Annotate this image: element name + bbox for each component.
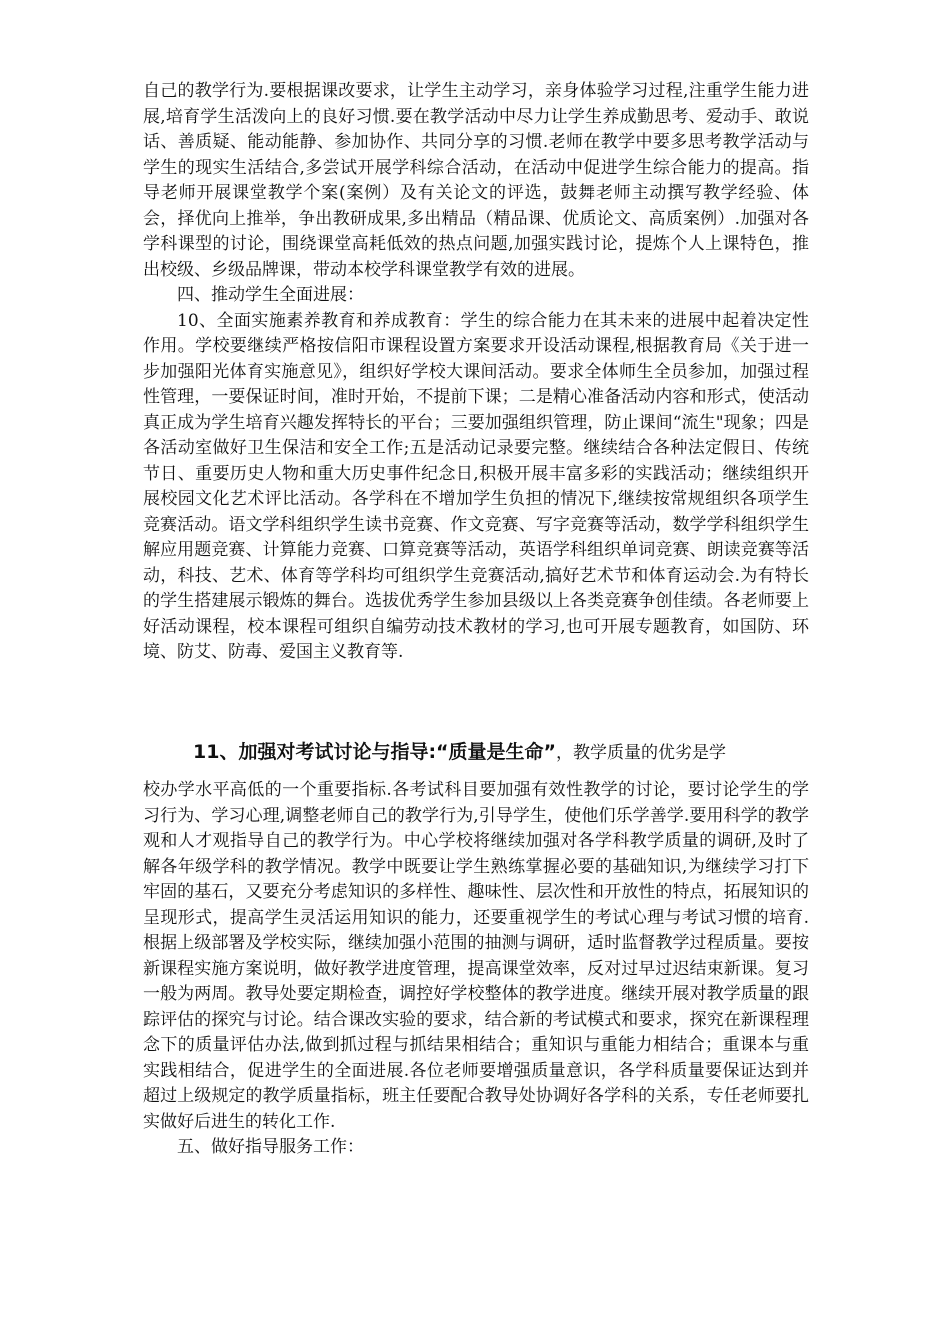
exam-guidance-heading: 11、加强对考试讨论与指导:“质量是生命” (193, 741, 557, 763)
paragraph-exam-heading-line (143, 733, 809, 772)
section-heading-student-development: 四、推动学生全面进展： (177, 285, 364, 305)
section-heading-guidance-service: 五、做好指导服务工作： (177, 1137, 364, 1157)
document-body (143, 79, 809, 666)
paragraph-quality-education: 10、全面实施素养教育和养成教育：学生的综合能力在其未来的进展中起着决定性作用。学校要继续严格按信阳市课程设置方案要求开设活动课程,根据教育局《关于进一步加强阳光体育实施意见》，组织好学校大课间活动。要求全体师生全员参加，加强过程性管理，一要保证时间，准时开始，不提前下课；二是精心准备活动内容和形式，使活动真正成为学生培育兴趣发挥特长的平台；三要加强组织管理，防止课间“流生"现象；四是各活动室做好卫生保洁和安全工作;五是活动记录要完整。继续结合各种法定假日、传统节日、重要历史人物和重大历史事件纪念日,积极开展丰富多彩的实践活动；继续组织开展校园文化艺术评比活动。各学科在不增加学生负担的情况下,继续按常规组织各项学生竞赛活动。语文学科组织学生读书竞赛、作文竞赛、写字竞赛等活动，数学学科组织学生解应用题竞赛、计算能力竞赛、口算竞赛等活动，英语学科组织单词竞赛、朗读竞赛等活动，科技、艺术、体育等学科均可组织学生竞赛活动,搞好艺术节和体育运动会.为有特长的学生搭建展示锻炼的舞台。选拔优秀学生参加县级以上各类竞赛争创佳绩。各老师要上好活动课程，校本课程可组织自编劳动技术教材的学习,也可开展专题教育，如国防、环境、防艾、防毒、爱国主义教育等. (143, 310, 809, 662)
document-body-continued (143, 733, 809, 1161)
paragraph-teaching-behavior: 自己的教学行为.要根据课改要求，让学生主动学习，亲身体验学习过程,注重学生能力进展,培育学生活泼向上的良好习惯.要在教学活动中尽力让学生养成勤思考、爱动手、敢说话、善质疑、能动能静、参加协作、共同分享的习惯.老师在教学中要多思考教学活动与学生的现实生活结合,多尝试开展学科综合活动，在活动中促进学生综合能力的提高。指导老师开展课堂教学个案(案例）及有关论文的评选，鼓舞老师主动撰写教学经验、体会，择优向上推举，争出教研成果,多出精品（精品课、优质论文、高质案例）.加强对各学科课型的讨论，围绕课堂高耗低效的热点问题,加强实践讨论，提炼个人上课特色，推出校级、乡级品牌课，带动本校学科课堂教学有效的进展。 (143, 81, 809, 280)
exam-heading-line-rest: ，教学质量的优劣是学 (556, 743, 727, 763)
paragraph-exam-guidance: 校办学水平高低的一个重要指标.各考试科目要加强有效性教学的讨论，要讨论学生的学习行为、学习心理,调整老师自己的教学行为,引导学生，使他们乐学善学.要用科学的教学观和人才观指导自己的教学行为。中心学校将继续加强对各学科教学质量的调研,及时了解各年级学科的教学情况。教学中既要让学生熟练掌握必要的基础知识,为继续学习打下牢固的基石，又要充分考虑知识的多样性、趣味性、层次性和开放性的特点，拓展知识的呈现形式，提高学生灵活运用知识的能力，还要重视学生的考试心理与考试习惯的培育.根据上级部署及学校实际，继续加强小范围的抽测与调研，适时监督教学过程质量。要按新课程实施方案说明，做好教学进度管理，提高课堂效率，反对过早过迟结束新课。复习一般为两周。教导处要定期检查，调控好学校整体的教学进度。继续开展对教学质量的跟踪评估的探究与讨论。结合课改实验的要求，结合新的考试模式和要求，探究在新课程理念下的质量评估办法,做到抓过程与抓结果相结合；重知识与重能力相结合；重课本与重实践相结合，促进学生的全面进展.各位老师要增强质量意识，各学科质量要保证达到并超过上级规定的教学质量指标，班主任要配合教导处协调好各学科的关系，专任老师要扎实做好后进生的转化工作. (143, 780, 809, 1132)
